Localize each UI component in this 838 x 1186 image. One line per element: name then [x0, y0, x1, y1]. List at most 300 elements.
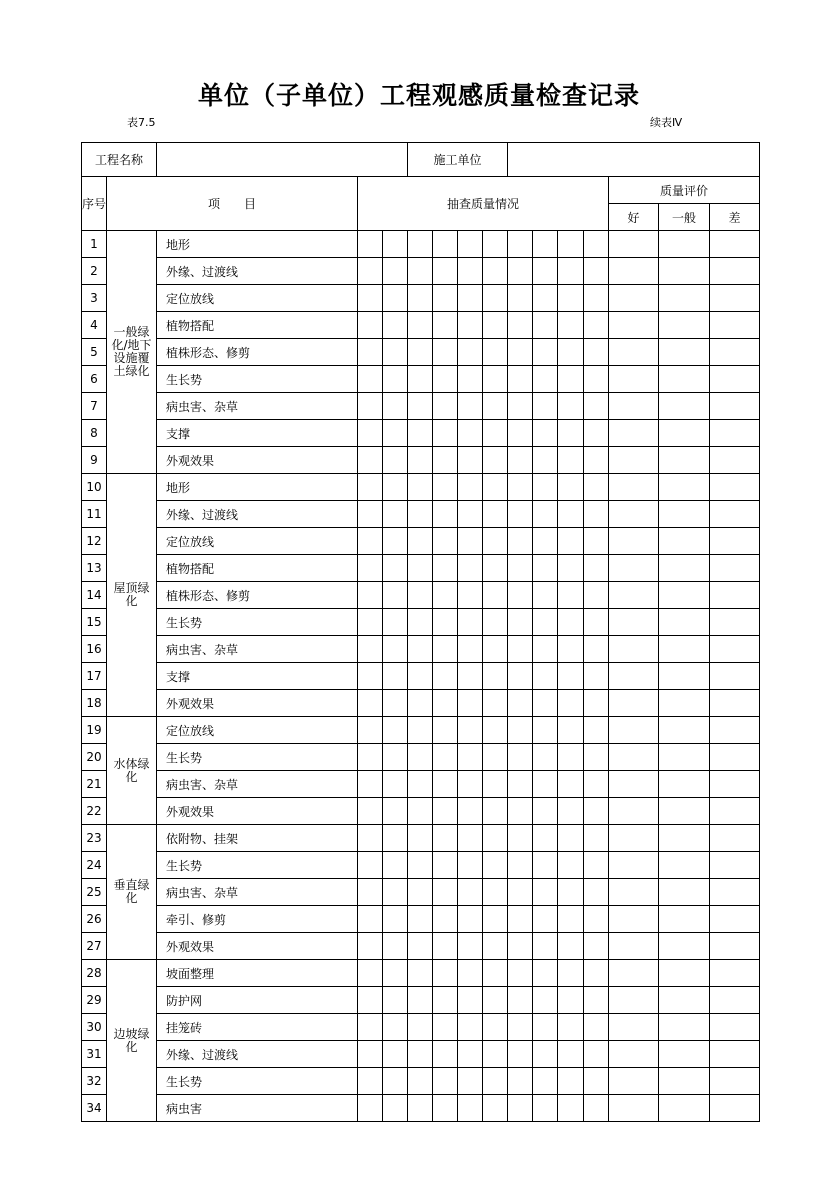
- inspection-cell[interactable]: [558, 366, 584, 393]
- good-cell[interactable]: [609, 609, 659, 636]
- fair-cell[interactable]: [659, 987, 710, 1014]
- inspection-cell[interactable]: [533, 933, 558, 960]
- inspection-cell[interactable]: [383, 285, 408, 312]
- inspection-cell[interactable]: [358, 771, 383, 798]
- inspection-cell[interactable]: [383, 852, 408, 879]
- inspection-cell[interactable]: [533, 285, 558, 312]
- inspection-cell[interactable]: [558, 1095, 584, 1122]
- inspection-cell[interactable]: [558, 393, 584, 420]
- inspection-cell[interactable]: [533, 393, 558, 420]
- inspection-cell[interactable]: [433, 339, 458, 366]
- inspection-cell[interactable]: [558, 906, 584, 933]
- inspection-cell[interactable]: [433, 1095, 458, 1122]
- inspection-cell[interactable]: [508, 636, 533, 663]
- inspection-cell[interactable]: [458, 393, 483, 420]
- inspection-cell[interactable]: [383, 1095, 408, 1122]
- inspection-cell[interactable]: [358, 447, 383, 474]
- inspection-cell[interactable]: [558, 879, 584, 906]
- good-cell[interactable]: [609, 447, 659, 474]
- inspection-cell[interactable]: [433, 258, 458, 285]
- inspection-cell[interactable]: [433, 960, 458, 987]
- inspection-cell[interactable]: [508, 1068, 533, 1095]
- inspection-cell[interactable]: [558, 717, 584, 744]
- good-cell[interactable]: [609, 987, 659, 1014]
- inspection-cell[interactable]: [558, 231, 584, 258]
- inspection-cell[interactable]: [408, 636, 433, 663]
- good-cell[interactable]: [609, 474, 659, 501]
- fair-cell[interactable]: [659, 231, 710, 258]
- inspection-cell[interactable]: [584, 609, 609, 636]
- inspection-cell[interactable]: [584, 1068, 609, 1095]
- inspection-cell[interactable]: [433, 1041, 458, 1068]
- inspection-cell[interactable]: [483, 744, 508, 771]
- inspection-cell[interactable]: [458, 366, 483, 393]
- inspection-cell[interactable]: [508, 690, 533, 717]
- inspection-cell[interactable]: [483, 285, 508, 312]
- inspection-cell[interactable]: [483, 366, 508, 393]
- inspection-cell[interactable]: [584, 987, 609, 1014]
- inspection-cell[interactable]: [408, 960, 433, 987]
- poor-cell[interactable]: [710, 312, 760, 339]
- good-cell[interactable]: [609, 690, 659, 717]
- inspection-cell[interactable]: [508, 1041, 533, 1068]
- good-cell[interactable]: [609, 231, 659, 258]
- inspection-cell[interactable]: [433, 582, 458, 609]
- fair-cell[interactable]: [659, 960, 710, 987]
- inspection-cell[interactable]: [558, 609, 584, 636]
- inspection-cell[interactable]: [558, 1068, 584, 1095]
- inspection-cell[interactable]: [458, 690, 483, 717]
- inspection-cell[interactable]: [433, 609, 458, 636]
- fair-cell[interactable]: [659, 1014, 710, 1041]
- good-cell[interactable]: [609, 798, 659, 825]
- poor-cell[interactable]: [710, 609, 760, 636]
- fair-cell[interactable]: [659, 1041, 710, 1068]
- inspection-cell[interactable]: [533, 501, 558, 528]
- inspection-cell[interactable]: [533, 258, 558, 285]
- inspection-cell[interactable]: [408, 987, 433, 1014]
- inspection-cell[interactable]: [458, 771, 483, 798]
- poor-cell[interactable]: [710, 285, 760, 312]
- inspection-cell[interactable]: [408, 474, 433, 501]
- fair-cell[interactable]: [659, 1095, 710, 1122]
- inspection-cell[interactable]: [458, 663, 483, 690]
- poor-cell[interactable]: [710, 771, 760, 798]
- inspection-cell[interactable]: [383, 933, 408, 960]
- inspection-cell[interactable]: [558, 1041, 584, 1068]
- inspection-cell[interactable]: [383, 879, 408, 906]
- inspection-cell[interactable]: [584, 798, 609, 825]
- fair-cell[interactable]: [659, 339, 710, 366]
- inspection-cell[interactable]: [483, 771, 508, 798]
- inspection-cell[interactable]: [408, 690, 433, 717]
- inspection-cell[interactable]: [408, 231, 433, 258]
- inspection-cell[interactable]: [358, 960, 383, 987]
- inspection-cell[interactable]: [458, 1095, 483, 1122]
- inspection-cell[interactable]: [383, 960, 408, 987]
- inspection-cell[interactable]: [383, 771, 408, 798]
- inspection-cell[interactable]: [558, 771, 584, 798]
- poor-cell[interactable]: [710, 1041, 760, 1068]
- good-cell[interactable]: [609, 582, 659, 609]
- fair-cell[interactable]: [659, 582, 710, 609]
- inspection-cell[interactable]: [383, 690, 408, 717]
- inspection-cell[interactable]: [533, 555, 558, 582]
- inspection-cell[interactable]: [558, 258, 584, 285]
- inspection-cell[interactable]: [508, 258, 533, 285]
- inspection-cell[interactable]: [558, 852, 584, 879]
- inspection-cell[interactable]: [458, 906, 483, 933]
- inspection-cell[interactable]: [358, 690, 383, 717]
- inspection-cell[interactable]: [458, 339, 483, 366]
- inspection-cell[interactable]: [408, 1041, 433, 1068]
- inspection-cell[interactable]: [533, 447, 558, 474]
- inspection-cell[interactable]: [483, 258, 508, 285]
- inspection-cell[interactable]: [584, 231, 609, 258]
- inspection-cell[interactable]: [533, 771, 558, 798]
- inspection-cell[interactable]: [458, 582, 483, 609]
- inspection-cell[interactable]: [358, 501, 383, 528]
- inspection-cell[interactable]: [483, 717, 508, 744]
- inspection-cell[interactable]: [508, 312, 533, 339]
- inspection-cell[interactable]: [533, 663, 558, 690]
- inspection-cell[interactable]: [584, 906, 609, 933]
- poor-cell[interactable]: [710, 906, 760, 933]
- inspection-cell[interactable]: [483, 420, 508, 447]
- inspection-cell[interactable]: [533, 1095, 558, 1122]
- inspection-cell[interactable]: [408, 501, 433, 528]
- inspection-cell[interactable]: [533, 312, 558, 339]
- inspection-cell[interactable]: [458, 474, 483, 501]
- contractor-field[interactable]: [508, 143, 760, 177]
- inspection-cell[interactable]: [558, 798, 584, 825]
- inspection-cell[interactable]: [433, 717, 458, 744]
- inspection-cell[interactable]: [584, 447, 609, 474]
- inspection-cell[interactable]: [533, 906, 558, 933]
- good-cell[interactable]: [609, 312, 659, 339]
- poor-cell[interactable]: [710, 1068, 760, 1095]
- good-cell[interactable]: [609, 825, 659, 852]
- inspection-cell[interactable]: [558, 420, 584, 447]
- inspection-cell[interactable]: [383, 555, 408, 582]
- inspection-cell[interactable]: [584, 501, 609, 528]
- fair-cell[interactable]: [659, 420, 710, 447]
- fair-cell[interactable]: [659, 906, 710, 933]
- inspection-cell[interactable]: [458, 231, 483, 258]
- inspection-cell[interactable]: [533, 582, 558, 609]
- poor-cell[interactable]: [710, 501, 760, 528]
- inspection-cell[interactable]: [483, 609, 508, 636]
- inspection-cell[interactable]: [433, 690, 458, 717]
- inspection-cell[interactable]: [433, 744, 458, 771]
- inspection-cell[interactable]: [358, 879, 383, 906]
- fair-cell[interactable]: [659, 258, 710, 285]
- inspection-cell[interactable]: [383, 528, 408, 555]
- inspection-cell[interactable]: [433, 663, 458, 690]
- poor-cell[interactable]: [710, 960, 760, 987]
- inspection-cell[interactable]: [408, 771, 433, 798]
- inspection-cell[interactable]: [584, 879, 609, 906]
- inspection-cell[interactable]: [458, 987, 483, 1014]
- fair-cell[interactable]: [659, 447, 710, 474]
- poor-cell[interactable]: [710, 474, 760, 501]
- fair-cell[interactable]: [659, 474, 710, 501]
- inspection-cell[interactable]: [584, 312, 609, 339]
- poor-cell[interactable]: [710, 258, 760, 285]
- inspection-cell[interactable]: [408, 825, 433, 852]
- fair-cell[interactable]: [659, 636, 710, 663]
- inspection-cell[interactable]: [584, 825, 609, 852]
- poor-cell[interactable]: [710, 339, 760, 366]
- inspection-cell[interactable]: [558, 447, 584, 474]
- inspection-cell[interactable]: [433, 1068, 458, 1095]
- inspection-cell[interactable]: [358, 825, 383, 852]
- fair-cell[interactable]: [659, 933, 710, 960]
- inspection-cell[interactable]: [433, 879, 458, 906]
- inspection-cell[interactable]: [383, 636, 408, 663]
- inspection-cell[interactable]: [408, 582, 433, 609]
- inspection-cell[interactable]: [483, 582, 508, 609]
- good-cell[interactable]: [609, 393, 659, 420]
- inspection-cell[interactable]: [584, 1014, 609, 1041]
- inspection-cell[interactable]: [558, 933, 584, 960]
- inspection-cell[interactable]: [584, 960, 609, 987]
- inspection-cell[interactable]: [433, 528, 458, 555]
- inspection-cell[interactable]: [533, 636, 558, 663]
- inspection-cell[interactable]: [458, 744, 483, 771]
- inspection-cell[interactable]: [383, 987, 408, 1014]
- inspection-cell[interactable]: [383, 825, 408, 852]
- poor-cell[interactable]: [710, 690, 760, 717]
- inspection-cell[interactable]: [508, 582, 533, 609]
- fair-cell[interactable]: [659, 771, 710, 798]
- inspection-cell[interactable]: [533, 744, 558, 771]
- inspection-cell[interactable]: [433, 555, 458, 582]
- inspection-cell[interactable]: [508, 906, 533, 933]
- inspection-cell[interactable]: [508, 609, 533, 636]
- fair-cell[interactable]: [659, 312, 710, 339]
- fair-cell[interactable]: [659, 1068, 710, 1095]
- good-cell[interactable]: [609, 744, 659, 771]
- inspection-cell[interactable]: [508, 528, 533, 555]
- inspection-cell[interactable]: [408, 339, 433, 366]
- poor-cell[interactable]: [710, 717, 760, 744]
- inspection-cell[interactable]: [533, 231, 558, 258]
- inspection-cell[interactable]: [458, 798, 483, 825]
- inspection-cell[interactable]: [458, 420, 483, 447]
- poor-cell[interactable]: [710, 582, 760, 609]
- inspection-cell[interactable]: [483, 1068, 508, 1095]
- good-cell[interactable]: [609, 717, 659, 744]
- inspection-cell[interactable]: [584, 744, 609, 771]
- inspection-cell[interactable]: [383, 258, 408, 285]
- inspection-cell[interactable]: [383, 366, 408, 393]
- inspection-cell[interactable]: [408, 717, 433, 744]
- inspection-cell[interactable]: [508, 1014, 533, 1041]
- inspection-cell[interactable]: [584, 852, 609, 879]
- inspection-cell[interactable]: [433, 474, 458, 501]
- inspection-cell[interactable]: [558, 663, 584, 690]
- inspection-cell[interactable]: [483, 1095, 508, 1122]
- inspection-cell[interactable]: [508, 933, 533, 960]
- inspection-cell[interactable]: [533, 528, 558, 555]
- inspection-cell[interactable]: [584, 393, 609, 420]
- poor-cell[interactable]: [710, 1014, 760, 1041]
- inspection-cell[interactable]: [458, 258, 483, 285]
- poor-cell[interactable]: [710, 825, 760, 852]
- inspection-cell[interactable]: [483, 339, 508, 366]
- inspection-cell[interactable]: [408, 663, 433, 690]
- inspection-cell[interactable]: [558, 744, 584, 771]
- inspection-cell[interactable]: [383, 339, 408, 366]
- inspection-cell[interactable]: [433, 1014, 458, 1041]
- inspection-cell[interactable]: [508, 555, 533, 582]
- inspection-cell[interactable]: [558, 339, 584, 366]
- inspection-cell[interactable]: [358, 852, 383, 879]
- good-cell[interactable]: [609, 663, 659, 690]
- inspection-cell[interactable]: [483, 933, 508, 960]
- inspection-cell[interactable]: [533, 1014, 558, 1041]
- fair-cell[interactable]: [659, 852, 710, 879]
- inspection-cell[interactable]: [533, 879, 558, 906]
- inspection-cell[interactable]: [358, 663, 383, 690]
- fair-cell[interactable]: [659, 501, 710, 528]
- inspection-cell[interactable]: [483, 798, 508, 825]
- poor-cell[interactable]: [710, 366, 760, 393]
- good-cell[interactable]: [609, 528, 659, 555]
- inspection-cell[interactable]: [558, 555, 584, 582]
- good-cell[interactable]: [609, 555, 659, 582]
- inspection-cell[interactable]: [584, 1041, 609, 1068]
- poor-cell[interactable]: [710, 447, 760, 474]
- inspection-cell[interactable]: [458, 825, 483, 852]
- inspection-cell[interactable]: [508, 825, 533, 852]
- good-cell[interactable]: [609, 1095, 659, 1122]
- inspection-cell[interactable]: [508, 501, 533, 528]
- good-cell[interactable]: [609, 501, 659, 528]
- inspection-cell[interactable]: [408, 798, 433, 825]
- poor-cell[interactable]: [710, 420, 760, 447]
- inspection-cell[interactable]: [584, 1095, 609, 1122]
- inspection-cell[interactable]: [584, 771, 609, 798]
- inspection-cell[interactable]: [383, 906, 408, 933]
- inspection-cell[interactable]: [433, 420, 458, 447]
- poor-cell[interactable]: [710, 528, 760, 555]
- poor-cell[interactable]: [710, 555, 760, 582]
- inspection-cell[interactable]: [483, 906, 508, 933]
- inspection-cell[interactable]: [408, 1068, 433, 1095]
- inspection-cell[interactable]: [584, 690, 609, 717]
- inspection-cell[interactable]: [533, 609, 558, 636]
- inspection-cell[interactable]: [533, 987, 558, 1014]
- inspection-cell[interactable]: [508, 744, 533, 771]
- inspection-cell[interactable]: [508, 474, 533, 501]
- inspection-cell[interactable]: [533, 852, 558, 879]
- poor-cell[interactable]: [710, 744, 760, 771]
- fair-cell[interactable]: [659, 717, 710, 744]
- inspection-cell[interactable]: [358, 1014, 383, 1041]
- inspection-cell[interactable]: [408, 528, 433, 555]
- inspection-cell[interactable]: [408, 312, 433, 339]
- inspection-cell[interactable]: [458, 528, 483, 555]
- inspection-cell[interactable]: [408, 609, 433, 636]
- inspection-cell[interactable]: [458, 285, 483, 312]
- good-cell[interactable]: [609, 960, 659, 987]
- inspection-cell[interactable]: [433, 366, 458, 393]
- inspection-cell[interactable]: [508, 231, 533, 258]
- inspection-cell[interactable]: [408, 879, 433, 906]
- inspection-cell[interactable]: [584, 636, 609, 663]
- inspection-cell[interactable]: [358, 555, 383, 582]
- inspection-cell[interactable]: [508, 879, 533, 906]
- poor-cell[interactable]: [710, 852, 760, 879]
- inspection-cell[interactable]: [358, 636, 383, 663]
- inspection-cell[interactable]: [483, 636, 508, 663]
- inspection-cell[interactable]: [533, 798, 558, 825]
- poor-cell[interactable]: [710, 933, 760, 960]
- inspection-cell[interactable]: [584, 366, 609, 393]
- inspection-cell[interactable]: [533, 825, 558, 852]
- inspection-cell[interactable]: [433, 393, 458, 420]
- inspection-cell[interactable]: [408, 1014, 433, 1041]
- good-cell[interactable]: [609, 906, 659, 933]
- good-cell[interactable]: [609, 879, 659, 906]
- good-cell[interactable]: [609, 771, 659, 798]
- inspection-cell[interactable]: [458, 852, 483, 879]
- fair-cell[interactable]: [659, 555, 710, 582]
- inspection-cell[interactable]: [408, 285, 433, 312]
- inspection-cell[interactable]: [383, 582, 408, 609]
- inspection-cell[interactable]: [408, 366, 433, 393]
- fair-cell[interactable]: [659, 366, 710, 393]
- inspection-cell[interactable]: [584, 582, 609, 609]
- inspection-cell[interactable]: [483, 852, 508, 879]
- inspection-cell[interactable]: [358, 528, 383, 555]
- good-cell[interactable]: [609, 339, 659, 366]
- inspection-cell[interactable]: [508, 798, 533, 825]
- inspection-cell[interactable]: [483, 879, 508, 906]
- inspection-cell[interactable]: [483, 690, 508, 717]
- inspection-cell[interactable]: [433, 231, 458, 258]
- inspection-cell[interactable]: [433, 312, 458, 339]
- inspection-cell[interactable]: [558, 474, 584, 501]
- inspection-cell[interactable]: [483, 663, 508, 690]
- inspection-cell[interactable]: [383, 1014, 408, 1041]
- inspection-cell[interactable]: [433, 906, 458, 933]
- inspection-cell[interactable]: [458, 1014, 483, 1041]
- fair-cell[interactable]: [659, 798, 710, 825]
- inspection-cell[interactable]: [433, 852, 458, 879]
- inspection-cell[interactable]: [458, 609, 483, 636]
- inspection-cell[interactable]: [383, 1068, 408, 1095]
- inspection-cell[interactable]: [458, 933, 483, 960]
- inspection-cell[interactable]: [558, 528, 584, 555]
- inspection-cell[interactable]: [533, 717, 558, 744]
- inspection-cell[interactable]: [408, 933, 433, 960]
- inspection-cell[interactable]: [433, 987, 458, 1014]
- inspection-cell[interactable]: [458, 501, 483, 528]
- inspection-cell[interactable]: [358, 582, 383, 609]
- good-cell[interactable]: [609, 366, 659, 393]
- inspection-cell[interactable]: [483, 987, 508, 1014]
- inspection-cell[interactable]: [483, 231, 508, 258]
- inspection-cell[interactable]: [358, 987, 383, 1014]
- inspection-cell[interactable]: [533, 690, 558, 717]
- good-cell[interactable]: [609, 636, 659, 663]
- inspection-cell[interactable]: [483, 312, 508, 339]
- inspection-cell[interactable]: [358, 285, 383, 312]
- inspection-cell[interactable]: [358, 933, 383, 960]
